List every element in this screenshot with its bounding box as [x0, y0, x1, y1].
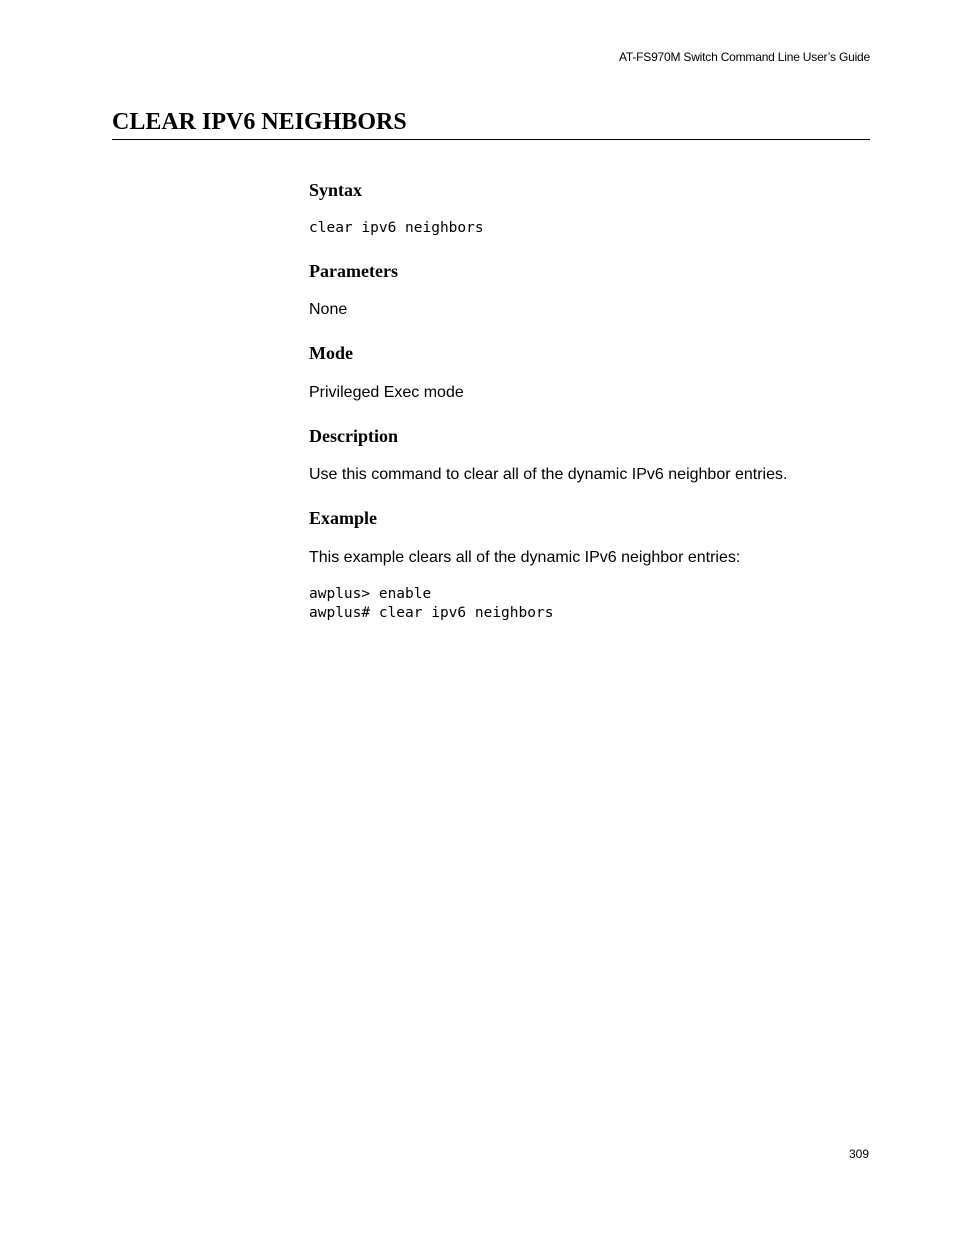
syntax-code: clear ipv6 neighbors [309, 220, 484, 236]
parameters-text: None [309, 301, 348, 318]
mode-text: Privileged Exec mode [309, 384, 464, 401]
example-code-line: awplus> enable [309, 586, 432, 602]
description-text: Use this command to clear all of the dynamic IPv6 neighbor entries. [309, 466, 788, 483]
example-heading: Example [309, 508, 378, 528]
mode-heading: Mode [309, 343, 353, 363]
syntax-heading: Syntax [309, 180, 363, 200]
page-title: CLEAR IPV6 NEIGHBORS [112, 109, 407, 135]
parameters-heading: Parameters [309, 261, 398, 281]
example-code-line: awplus# clear ipv6 neighbors [309, 605, 554, 621]
title-divider [112, 139, 870, 140]
running-header: AT-FS970M Switch Command Line User’s Guide [618, 50, 870, 64]
description-heading: Description [309, 426, 398, 446]
page-number: 309 [848, 1147, 869, 1161]
example-text: This example clears all of the dynamic IPv6 neighbor entries: [309, 549, 741, 566]
